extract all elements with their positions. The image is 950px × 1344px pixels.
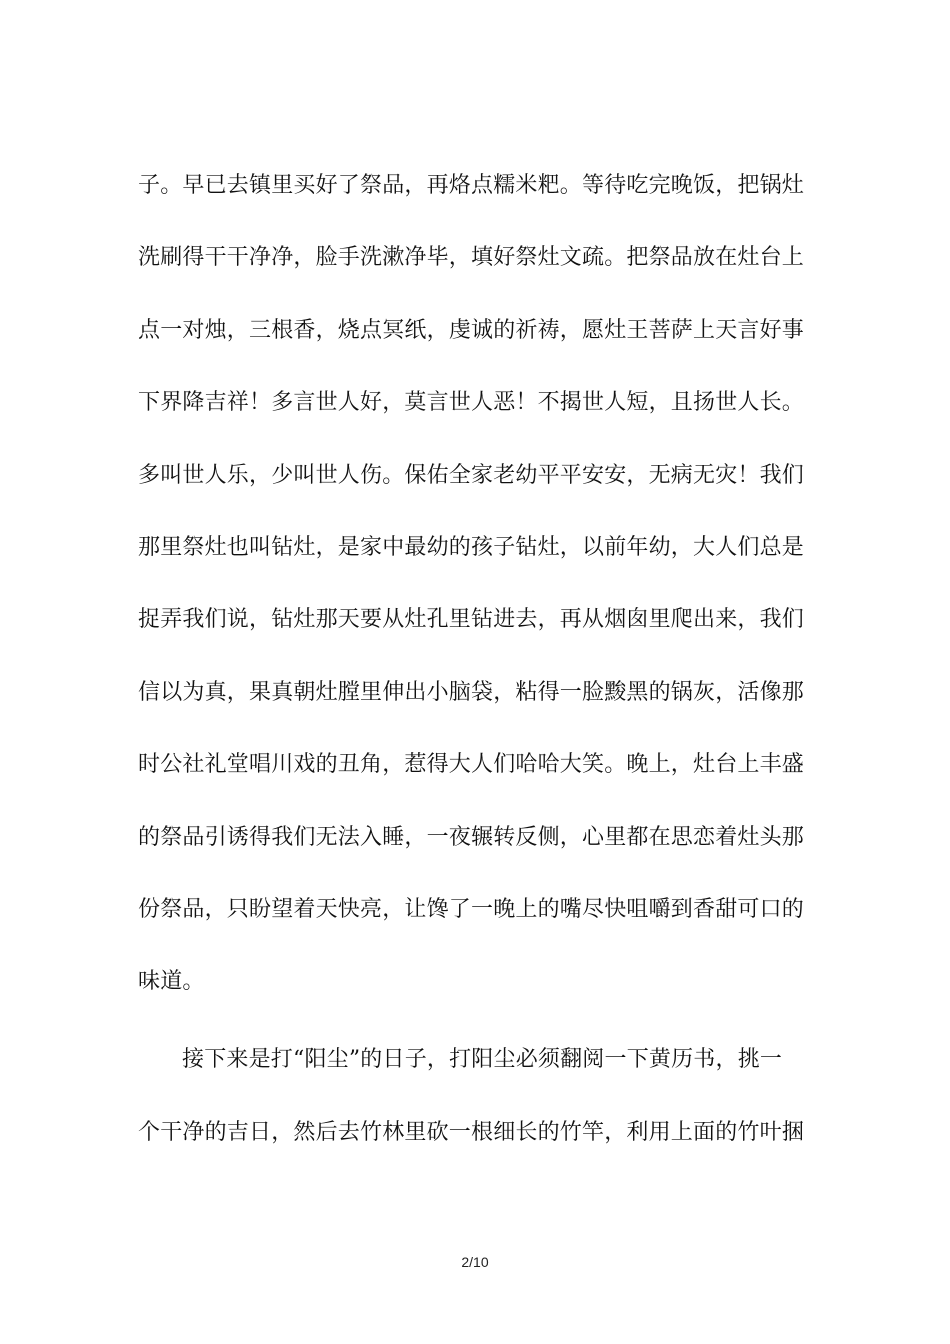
text-line: 捉弄我们说，钻灶那天要从灶孔里钻进去，再从烟囱里爬出来，我们: [138, 607, 805, 633]
paragraph-start-line: 接下来是打“阳尘”的日子，打阳尘必须翻阅一下黄历书，挑一: [182, 1047, 783, 1073]
text-line: 味道。: [138, 969, 205, 995]
body-text: [138, 162, 818, 1181]
text-line: 多叫世人乐，少叫世人伤。保佑全家老幼平平安安，无病无灾！我们: [138, 462, 805, 488]
text-line: 子。早已去镇里买好了祭品，再烙点糯米粑。等待吃完晚饭，把锅灶: [138, 173, 805, 198]
text-line: 洗刷得干干净净，脸手洗漱净毕，填好祭灶文疏。把祭品放在灶台上: [138, 245, 805, 271]
text-line: 个干净的吉日，然后去竹林里砍一根细长的竹竿，利用上面的竹叶捆: [138, 1119, 805, 1145]
page-number: 2/10: [461, 1254, 489, 1270]
text-line: 的祭品引诱得我们无法入睡，一夜辗转反侧，心里都在思恋着灶头那: [138, 824, 805, 850]
text-line: 下界降吉祥！多言世人好，莫言世人恶！不揭世人短，且扬世人长。: [138, 390, 805, 416]
text-line: 点一对烛，三根香，烧点冥纸，虔诚的祈祷，愿灶王菩萨上天言好事: [138, 317, 805, 343]
text-line: 时公社礼堂唱川戏的丑角，惹得大人们哈哈大笑。晚上，灶台上丰盛: [138, 752, 805, 778]
text-line: 份祭品，只盼望着天快亮，让馋了一晚上的嘴尽快咀嚼到香甜可口的: [138, 896, 805, 922]
text-line: 信以为真，果真朝灶膛里伸出小脑袋，粘得一脸黢黑的锅灰，活像那: [138, 679, 805, 705]
text-line: 那里祭灶也叫钻灶，是家中最幼的孩子钻灶，以前年幼，大人们总是: [138, 534, 805, 560]
